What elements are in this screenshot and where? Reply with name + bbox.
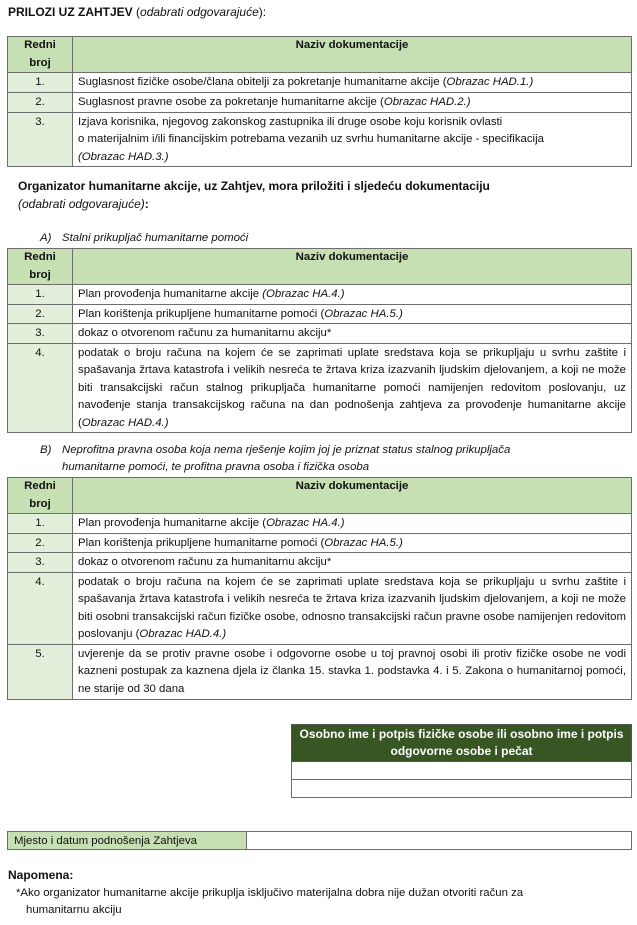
section-b-table [7,477,632,700]
table-row[interactable]: 1. Plan provođenja humanitarne akcije (Obrazac HA.4.) [8,514,632,534]
column-header-num: Redni broj [8,37,73,73]
table-row[interactable]: 3. dokaz o otvorenom računu za humanitarnu akciju* [8,324,632,344]
section-a-label: A) Stalni prikupljač humanitarne pomoći [40,232,249,244]
column-header-num: Redni broj [8,478,73,514]
place-date-field[interactable] [247,832,632,850]
table-row[interactable]: 5. uvjerenje da se protiv pravne osobe i odgovorne osobe u toj pravnoj osobi ili protiv fizičke osobe ne vodi kazneni postupak za kaznena djela iz članka 15. stavka 1. podstavka 4. i 5. Zakona o humanitarnoj pomoći, ne starije od 30 dana [8,644,632,699]
column-header-num: Redni broj [8,249,73,285]
place-date-table [7,831,632,850]
note-title: Napomena: [8,868,74,882]
table-row[interactable]: 2. Plan korištenja prikupljene humanitarne pomoći (Obrazac HA.5.) [8,533,632,553]
section-b-label: B) Neprofitna pravna osoba koja nema rješenje kojim joj je priznat status stalnog prikupljača humanitarne pomoći, te profitna pravna osoba i fizička osoba [40,444,511,473]
table-row[interactable]: 1. Plan provođenja humanitarne akcije (Obrazac HA.4.) [8,285,632,305]
table-row[interactable]: 3. Izjava korisnika, njegovog zakonskog zastupnika ili druge osobe koju korisnik ovlasti o materijalnim i/ili financijskim potrebama vezanih uz svrhu humanitarne akcije - specifikacija (Obrazac HAD.3.) [8,112,632,167]
table-row[interactable]: 1. Suglasnost fizičke osobe/člana obitelji za pokretanje humanitarne akcije (Obrazac HAD.1.) [8,73,632,93]
signature-field-1[interactable] [292,762,632,780]
title-note: odabrati odgovarajuće [140,5,259,19]
signature-header: Osobno ime i potpis fizičke osobe ili osobno ime i potpis odgovorne osobe i pečat [292,725,632,762]
signature-field-2[interactable] [292,780,632,798]
column-header-name: Naziv dokumentacije [73,249,632,285]
signature-table [291,724,632,798]
column-header-name: Naziv dokumentacije [73,37,632,73]
table-row[interactable]: 2. Suglasnost pravne osobe za pokretanje humanitarne akcije (Obrazac HAD.2.) [8,93,632,113]
table-row[interactable]: 3. dokaz o otvorenom računu za humanitarnu akciju* [8,553,632,573]
title-bold: PRILOZI UZ ZAHTJEV [8,5,133,19]
table-row[interactable]: 2. Plan korištenja prikupljene humanitarne pomoći (Obrazac HA.5.) [8,304,632,324]
place-date-label: Mjesto i datum podnošenja Zahtjeva [8,832,247,850]
page-title: PRILOZI UZ ZAHTJEV (odabrati odgovarajuće): [8,5,267,19]
table-header [8,37,632,73]
attachments-table [7,36,632,167]
table-header [8,249,632,285]
organizer-heading: Organizator humanitarne akcije, uz Zahtjev, mora priložiti i sljedeću dokumentaciju (odabrati odgovarajuće): [18,179,490,211]
column-header-name: Naziv dokumentacije [73,478,632,514]
section-a-table [7,248,632,433]
note-text: *Ako organizator humanitarne akcije prikuplja isključivo materijalna dobra nije dužan otvoriti račun za humanitarnu akciju [16,887,524,916]
table-header [8,478,632,514]
table-row[interactable]: 4. podatak o broju računa na kojem će se zaprimati uplate sredstava koja se prikupljaju u svrhu zaštite i spašavanja žrtava katastrofa i velikih nesreća te žrtava kriza izazvanih ljudskim djelovanjem, a koji ne može biti transakcijski račun stalnog prikupljača humanitarne pomoći namijenjen redovitom poslovanju, uz navođenje stanja transakcijskog računa na dan podnošenja zahtjeva za provođenje humanitarne akcije (Obrazac HAD.4.) [8,343,632,433]
table-row[interactable]: 4. podatak o broju računa na kojem će se zaprimati uplate sredstava koja se prikupljaju u svrhu zaštite i spašavanja žrtava katastrofa i velikih nesreća te žrtava kriza izazvanih ljudskim djelovanjem, a koji ne može biti osobni transakcijski račun fizičke osobe, odnosno transakcijski račun pravne osobe namijenjen redovitom poslovanju (Obrazac HAD.4.) [8,572,632,644]
